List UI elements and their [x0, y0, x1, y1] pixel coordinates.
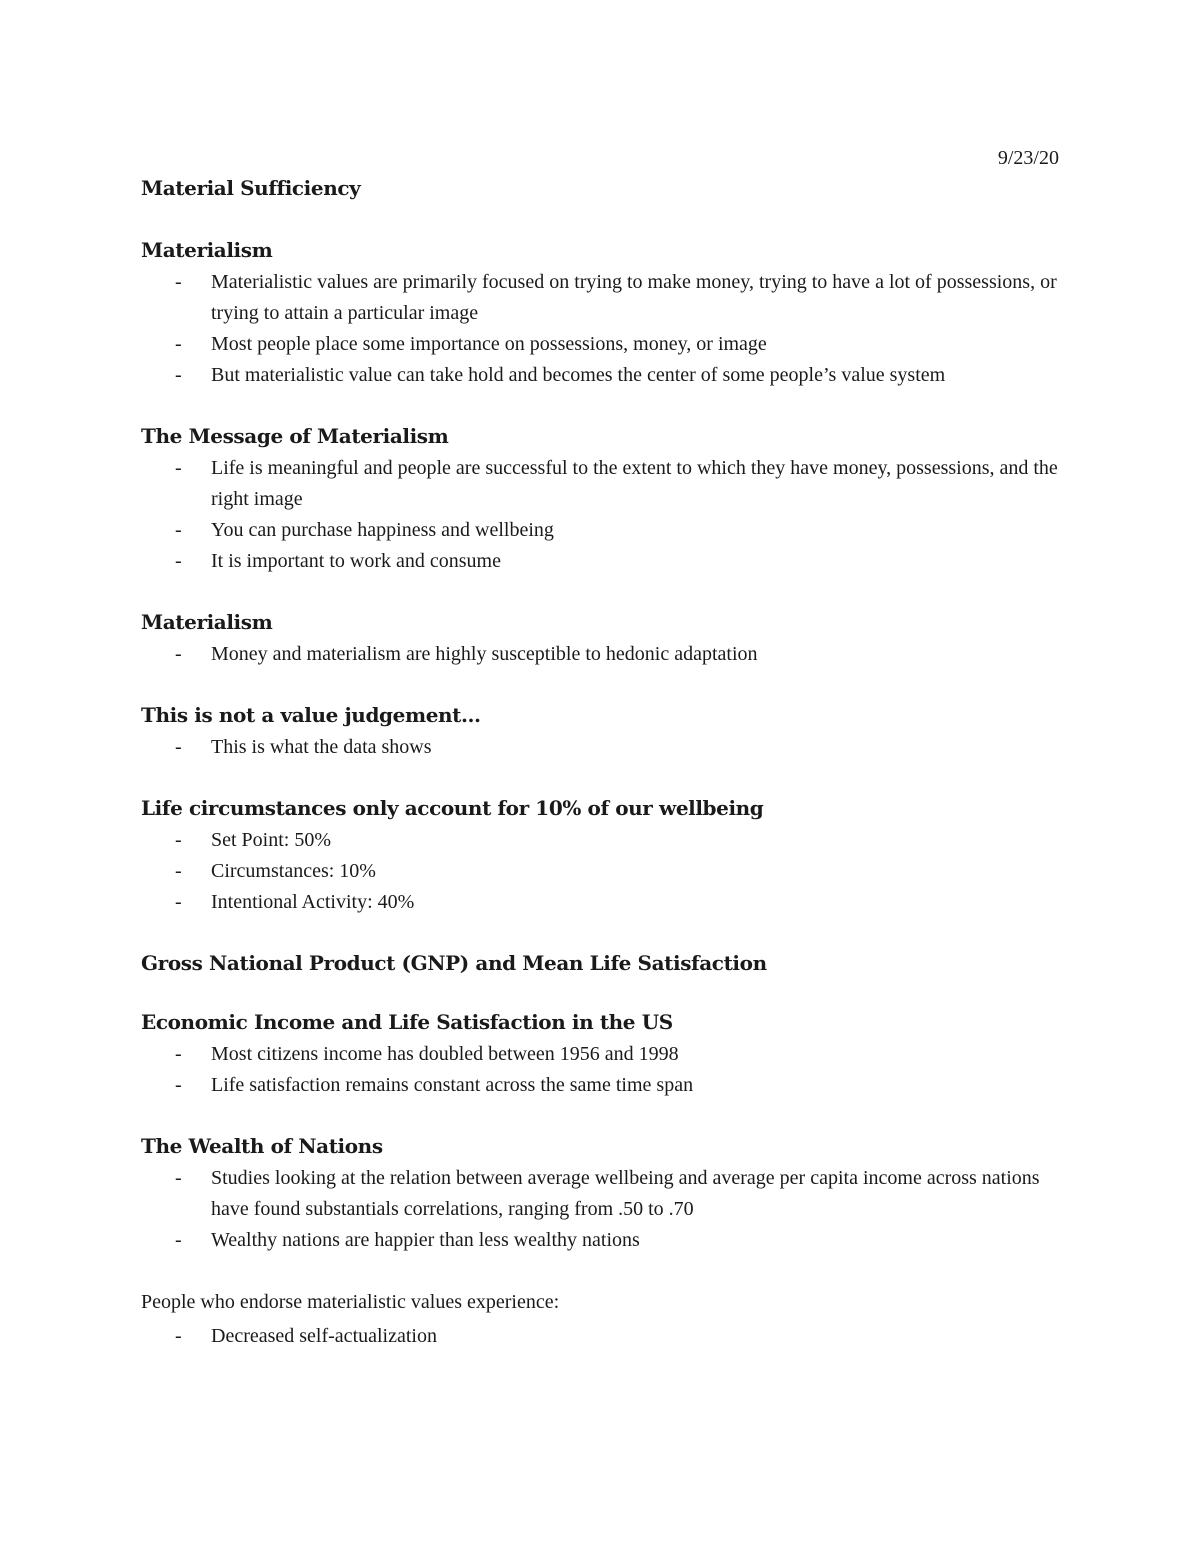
list-item [141, 1321, 1061, 1352]
bullet-list [141, 1039, 1061, 1101]
list-item-text: Set Point: 50% [211, 829, 332, 851]
section-heading: Life circumstances only account for 10% of our wellbeing [141, 796, 764, 820]
list-item [141, 639, 1061, 670]
list-item [141, 1039, 1061, 1070]
bullet-list [141, 1163, 1061, 1256]
list-item-text: Decreased self-actualization [211, 1325, 437, 1347]
section [141, 422, 1061, 577]
list-item [141, 546, 1061, 577]
bullet-list [141, 825, 1061, 918]
bullet-list [141, 732, 1061, 763]
list-item-text: Studies looking at the relation between average wellbeing and average per capita income across nations have found substantials correlations, ranging from .50 to .70 [211, 1167, 1040, 1220]
dash-bullet: - [175, 860, 182, 882]
list-item [141, 267, 1061, 329]
section-heading: This is not a value judgement… [141, 703, 481, 727]
list-item-text: Life is meaningful and people are successful to the extent to which they have money, possessions, and the right image [211, 457, 1058, 510]
dash-bullet: - [175, 1167, 182, 1189]
sections-container [141, 236, 1061, 1256]
dash-bullet: - [175, 550, 182, 572]
list-item [141, 887, 1061, 918]
list-item-text: But materialistic value can take hold and becomes the center of some people’s value system [211, 364, 946, 386]
dash-bullet: - [175, 457, 182, 479]
section-heading: Economic Income and Life Satisfaction in the US [141, 1010, 673, 1034]
dash-bullet: - [175, 271, 182, 293]
list-item-text: Life satisfaction remains constant across the same time span [211, 1074, 694, 1096]
closing-intro: People who endorse materialistic values experience: [141, 1291, 560, 1313]
list-item-text: You can purchase happiness and wellbeing [211, 519, 554, 541]
list-item-text: Materialistic values are primarily focused on trying to make money, trying to have a lot of possessions, or trying to attain a particular image [211, 271, 1057, 324]
list-item-text: Wealthy nations are happier than less wealthy nations [211, 1229, 640, 1251]
list-item [141, 1070, 1061, 1101]
dash-bullet: - [175, 736, 182, 758]
section [141, 701, 1061, 763]
dash-bullet: - [175, 829, 182, 851]
section-heading: Materialism [141, 610, 273, 634]
list-item-text: Money and materialism are highly susceptible to hedonic adaptation [211, 643, 758, 665]
section-heading: The Wealth of Nations [141, 1134, 383, 1158]
list-item [141, 1225, 1061, 1256]
dash-bullet: - [175, 643, 182, 665]
bullet-list [141, 453, 1061, 577]
document-body [141, 174, 1061, 1383]
list-item [141, 453, 1061, 515]
section [141, 236, 1061, 391]
section [141, 1008, 1061, 1101]
dash-bullet: - [175, 333, 182, 355]
list-item-text: Circumstances: 10% [211, 860, 376, 882]
bullet-list [141, 267, 1061, 391]
dash-bullet: - [175, 1043, 182, 1065]
list-item-text: Intentional Activity: 40% [211, 891, 415, 913]
list-item [141, 732, 1061, 763]
section [141, 794, 1061, 918]
list-item [141, 515, 1061, 546]
list-item-text: This is what the data shows [211, 736, 432, 758]
list-item [141, 825, 1061, 856]
list-item [141, 856, 1061, 887]
list-item [141, 360, 1061, 391]
document-title: Material Sufficiency [141, 176, 361, 200]
dash-bullet: - [175, 891, 182, 913]
section [141, 1132, 1061, 1256]
section-heading: Materialism [141, 238, 273, 262]
section-heading: The Message of Materialism [141, 424, 449, 448]
dash-bullet: - [175, 1074, 182, 1096]
dash-bullet: - [175, 519, 182, 541]
list-item-text: Most citizens income has doubled between 1956 and 1998 [211, 1043, 679, 1065]
closing-section [141, 1287, 1061, 1352]
document-date: 9/23/20 [997, 147, 1059, 169]
section [141, 608, 1061, 670]
section-heading: Gross National Product (GNP) and Mean Life Satisfaction [141, 951, 767, 975]
bullet-list [141, 639, 1061, 670]
list-item-text: It is important to work and consume [211, 550, 501, 572]
list-item [141, 1163, 1061, 1225]
section [141, 949, 1061, 977]
dash-bullet: - [175, 364, 182, 386]
dash-bullet: - [175, 1325, 182, 1347]
list-item [141, 329, 1061, 360]
list-item-text: Most people place some importance on possessions, money, or image [211, 333, 767, 355]
closing-list [141, 1321, 1061, 1352]
dash-bullet: - [175, 1229, 182, 1251]
